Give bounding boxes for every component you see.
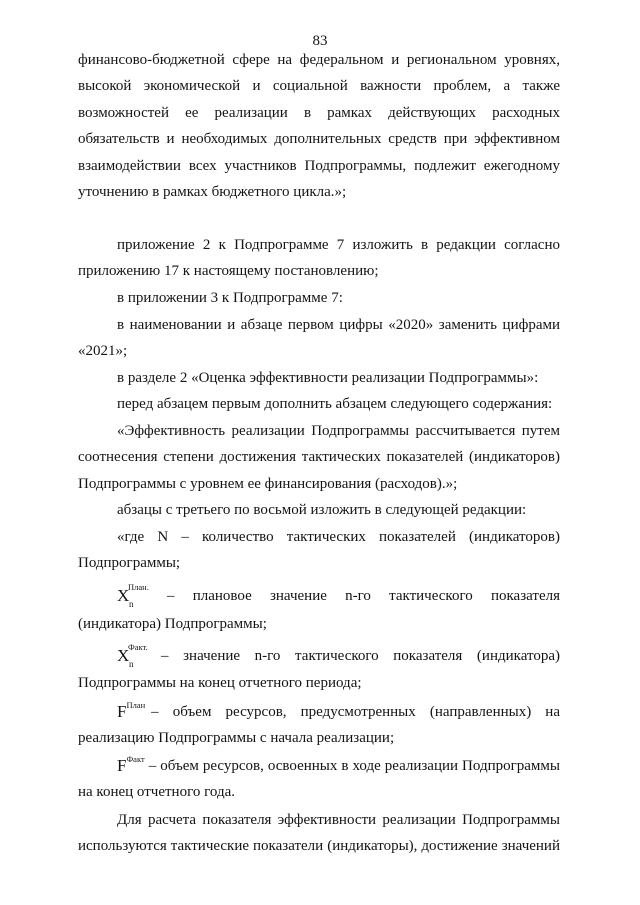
fact-definition — [117, 641, 560, 669]
text-line: приложение 2 к Подпрограмме 7 изложить в редакции согласно — [117, 237, 560, 253]
text-line: Для расчета показателя эффективности реализации Подпрограммы — [117, 812, 560, 828]
f-fact-symbol: $F^{Факт}$ — [117, 753, 145, 775]
text-line: взаимодействии всех участников Подпрограммы, подлежит ежегодному — [78, 158, 560, 174]
text-line: в наименовании и абзаце первом цифры «2020» заменить цифрами — [117, 317, 560, 333]
text-line: соотнесения степени достижения тактических показателей (индикаторов) — [78, 449, 560, 465]
fplan-definition-text: – объем ресурсов, предусмотренных (направленных) на — [151, 704, 560, 720]
text-line: в разделе 2 «Оценка эффективности реализации Подпрограммы»: — [117, 370, 539, 386]
text-line: «где N – количество тактических показателей (индикаторов) — [117, 529, 560, 545]
text-line: используются тактические показатели (индикаторы), достижение значений — [78, 838, 560, 854]
text-line: абзацы с третьего по восьмой изложить в следующей редакции: — [117, 502, 527, 518]
text-line: в приложении 3 к Подпрограмме 7: — [117, 290, 343, 306]
x-fact-symbol: X Факт. n — [117, 641, 148, 669]
text-line: на конец отчетного года. — [78, 784, 235, 800]
text-line: уточнению в рамках бюджетного цикла.»; — [78, 184, 347, 200]
text-line: возможностей ее реализации в рамках действующих расходных — [78, 105, 560, 121]
text-line: финансово-бюджетной сфере на федеральном и региональном уровнях, — [78, 52, 560, 68]
text-line: Подпрограммы на конец отчетного периода; — [78, 675, 362, 691]
text-line: «Эффективность реализации Подпрограммы рассчитывается путем — [117, 423, 560, 439]
fact-definition-text: – значение n-го тактического показателя (индикатора) — [161, 648, 560, 664]
fplan-definition — [117, 699, 560, 722]
text-line: приложению 17 к настоящему постановлению; — [78, 263, 379, 279]
text-line: «2021»; — [78, 343, 128, 359]
text-line: Подпрограммы с уровнем ее финансирования (расходов).»; — [78, 476, 458, 492]
ffact-definition-text: – объем ресурсов, освоенных в ходе реализации Подпрограммы — [148, 758, 560, 774]
text-line: обязательств и необходимых дополнительных средств при эффективном — [78, 131, 560, 147]
text-line: реализацию Подпрограммы с начала реализации; — [78, 730, 395, 746]
ffact-definition — [117, 753, 560, 776]
text-line: высокой экономической и социальной важности проблем, а также — [78, 78, 560, 94]
text-line: (индикатора) Подпрограммы; — [78, 616, 267, 632]
page-number: 83 — [312, 33, 328, 49]
text-line: Подпрограммы; — [78, 555, 181, 571]
text-line: перед абзацем первым дополнить абзацем следующего содержания: — [117, 396, 553, 412]
plan-definition-text: – плановое значение n-го тактического показателя — [167, 588, 560, 604]
plan-definition — [117, 581, 560, 609]
f-plan-symbol: $F^{План}$ — [117, 699, 146, 721]
x-plan-symbol: X План. n — [117, 581, 149, 609]
